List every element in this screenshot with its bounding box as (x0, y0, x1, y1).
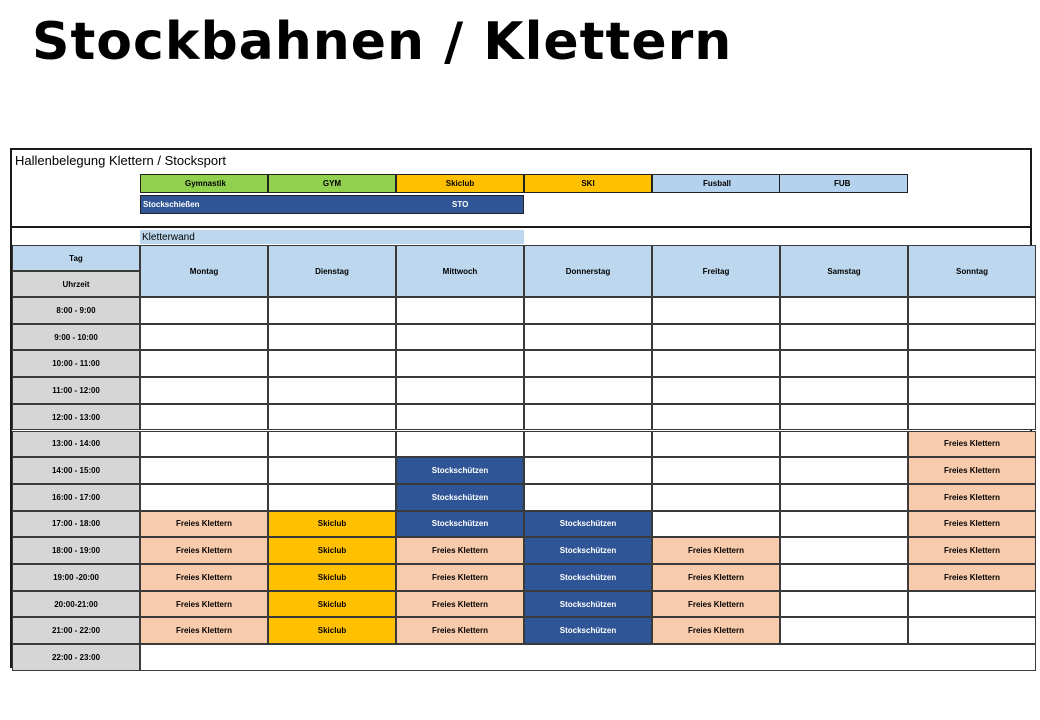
booking-cell: Freies Klettern (140, 537, 268, 564)
time-slot: 8:00 - 9:00 (12, 297, 140, 324)
empty-cell (140, 377, 268, 404)
legend-fusball-name: Fusball (652, 174, 780, 193)
empty-row-cell (140, 644, 1036, 671)
booking-cell: Freies Klettern (908, 537, 1036, 564)
empty-cell (652, 484, 780, 511)
empty-cell (780, 591, 908, 618)
empty-cell (268, 297, 396, 324)
time-slot: 17:00 - 18:00 (12, 511, 140, 538)
day-header-freitag: Freitag (652, 245, 780, 297)
empty-cell (524, 457, 652, 484)
legend-gymnastik-name: Gymnastik (140, 174, 268, 193)
day-header-mittwoch: Mittwoch (396, 245, 524, 297)
day-header-montag: Montag (140, 245, 268, 297)
empty-cell (780, 377, 908, 404)
empty-cell (908, 377, 1036, 404)
header-uhrzeit: Uhrzeit (12, 271, 140, 297)
booking-cell: Freies Klettern (652, 591, 780, 618)
empty-cell (908, 324, 1036, 351)
empty-cell (652, 350, 780, 377)
empty-cell (652, 431, 780, 458)
empty-cell (268, 431, 396, 458)
booking-cell: Freies Klettern (908, 431, 1036, 458)
legend-gymnastik-code: GYM (268, 174, 396, 193)
empty-cell (140, 297, 268, 324)
empty-cell (140, 324, 268, 351)
empty-cell (396, 297, 524, 324)
booking-cell: Skiclub (268, 591, 396, 618)
booking-cell: Stockschützen (396, 484, 524, 511)
empty-cell (140, 350, 268, 377)
empty-cell (780, 537, 908, 564)
time-slot: 21:00 - 22:00 (12, 617, 140, 644)
empty-cell (524, 324, 652, 351)
empty-cell (780, 484, 908, 511)
empty-cell (140, 484, 268, 511)
booking-cell: Freies Klettern (396, 591, 524, 618)
empty-cell (268, 377, 396, 404)
section-divider (12, 226, 1030, 228)
empty-cell (652, 297, 780, 324)
booking-cell: Freies Klettern (652, 537, 780, 564)
day-header-dienstag: Dienstag (268, 245, 396, 297)
booking-cell: Freies Klettern (140, 564, 268, 591)
empty-cell (780, 350, 908, 377)
empty-cell (524, 431, 652, 458)
empty-cell (268, 324, 396, 351)
empty-cell (652, 377, 780, 404)
booking-cell: Freies Klettern (908, 484, 1036, 511)
legend-skiclub-name: Skiclub (396, 174, 524, 193)
header-tag: Tag (12, 245, 140, 271)
booking-cell: Freies Klettern (652, 564, 780, 591)
empty-cell (524, 377, 652, 404)
time-slot: 9:00 - 10:00 (12, 324, 140, 351)
empty-cell (524, 297, 652, 324)
empty-cell (268, 457, 396, 484)
booking-cell: Freies Klettern (396, 617, 524, 644)
time-slot: 14:00 - 15:00 (12, 457, 140, 484)
legend-skiclub-code: SKI (524, 174, 652, 193)
empty-cell (780, 617, 908, 644)
sheet-title: Hallenbelegung Klettern / Stocksport (15, 153, 227, 168)
empty-cell (140, 457, 268, 484)
page-title: Stockbahnen / Klettern (32, 12, 733, 72)
time-slot: 19:00 -20:00 (12, 564, 140, 591)
day-header-sonntag: Sonntag (908, 245, 1036, 297)
booking-cell: Freies Klettern (140, 511, 268, 538)
empty-cell (268, 404, 396, 431)
empty-cell (140, 431, 268, 458)
time-slot: 20:00-21:00 (12, 591, 140, 618)
booking-cell: Freies Klettern (908, 564, 1036, 591)
booking-cell: Stockschützen (524, 617, 652, 644)
empty-cell (780, 404, 908, 431)
day-header-donnerstag: Donnerstag (524, 245, 652, 297)
empty-cell (524, 350, 652, 377)
empty-cell (780, 457, 908, 484)
empty-cell (908, 591, 1036, 618)
booking-cell: Stockschützen (396, 511, 524, 538)
time-slot: 12:00 - 13:00 (12, 404, 140, 431)
empty-cell (396, 324, 524, 351)
booking-cell: Stockschützen (524, 511, 652, 538)
empty-cell (780, 564, 908, 591)
booking-cell: Freies Klettern (140, 591, 268, 618)
booking-cell: Skiclub (268, 617, 396, 644)
legend-stockschiessen-name: Stockschießen (140, 195, 396, 214)
time-slot: 10:00 - 11:00 (12, 350, 140, 377)
empty-cell (780, 431, 908, 458)
empty-cell (652, 324, 780, 351)
empty-cell (524, 404, 652, 431)
empty-cell (652, 511, 780, 538)
legend-fusball-code: FUB (780, 174, 908, 193)
time-slot: 18:00 - 19:00 (12, 537, 140, 564)
empty-cell (652, 404, 780, 431)
empty-cell (780, 511, 908, 538)
booking-cell: Skiclub (268, 537, 396, 564)
time-slot: 22:00 - 23:00 (12, 644, 140, 671)
booking-cell: Skiclub (268, 511, 396, 538)
booking-cell: Skiclub (268, 564, 396, 591)
empty-cell (908, 617, 1036, 644)
section-label: Kletterwand (140, 230, 524, 244)
empty-cell (268, 484, 396, 511)
empty-cell (652, 457, 780, 484)
booking-cell: Stockschützen (524, 537, 652, 564)
day-header-samstag: Samstag (780, 245, 908, 297)
empty-cell (396, 431, 524, 458)
empty-cell (396, 377, 524, 404)
empty-cell (908, 404, 1036, 431)
empty-cell (780, 297, 908, 324)
empty-cell (908, 350, 1036, 377)
booking-cell: Freies Klettern (396, 537, 524, 564)
booking-cell: Stockschützen (396, 457, 524, 484)
empty-cell (780, 324, 908, 351)
empty-cell (140, 404, 268, 431)
legend-stockschiessen-code: STO (396, 195, 524, 214)
booking-cell: Freies Klettern (908, 511, 1036, 538)
booking-cell: Stockschützen (524, 564, 652, 591)
schedule-sheet (10, 148, 1032, 668)
time-slot: 11:00 - 12:00 (12, 377, 140, 404)
empty-cell (268, 350, 396, 377)
empty-cell (908, 297, 1036, 324)
booking-cell: Freies Klettern (908, 457, 1036, 484)
empty-cell (396, 350, 524, 377)
time-slot: 16:00 - 17:00 (12, 484, 140, 511)
time-slot: 13:00 - 14:00 (12, 431, 140, 458)
empty-cell (524, 484, 652, 511)
booking-cell: Freies Klettern (652, 617, 780, 644)
empty-cell (396, 404, 524, 431)
booking-cell: Stockschützen (524, 591, 652, 618)
booking-cell: Freies Klettern (396, 564, 524, 591)
booking-cell: Freies Klettern (140, 617, 268, 644)
